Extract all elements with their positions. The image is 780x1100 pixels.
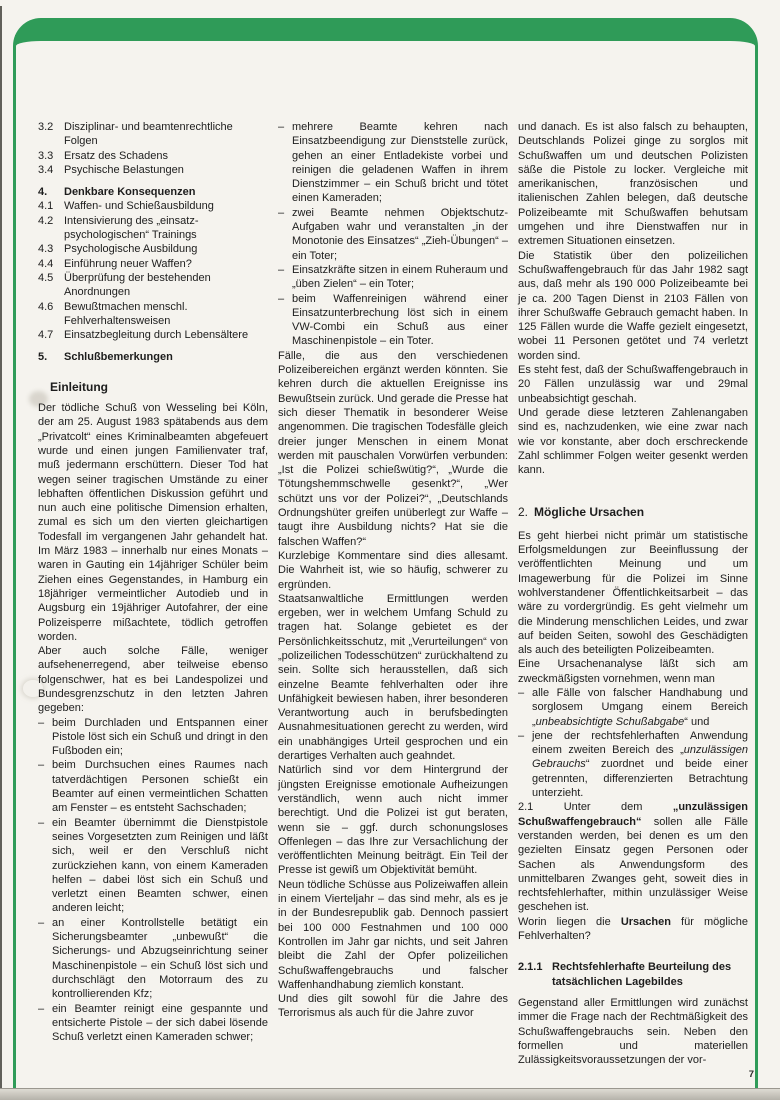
toc-label: Intensivierung des „einsatz-psychologischen“ Trainings	[64, 214, 199, 242]
dash-marker: –	[38, 716, 45, 729]
bullet-text	[532, 729, 748, 800]
toc-label: Psychologische Ausbildung	[64, 243, 198, 256]
scan-edge-line	[0, 6, 2, 1092]
paragraph: Natürlich sind vor dem Hintergrund der jüngsten Ereignisse emotionale Aufheizungen verständlich, wenn auch nicht immer berechtigt. Und die Polizei ist gut beraten, wenn sie – ggf. durch schonungsloses Offenlegen – das Ihre zur Versachlichung der veröffentlichten Meinung beiträgt. Ein Teil der Presse ist gewiß um Objektivität bemüht.	[278, 764, 508, 877]
paragraph: und danach. Es ist also falsch zu behaupten, Deutschlands Polizei ginge zu sorglos mit Schußwaffen um und deutschen Polizisten säße die Pistole zu locker. Vergleiche mit amerikanischen, französischen und italienischen Zahlen belegen, daß deutsche Polizeibeamte mit Schußwaffen behutsam umgehen und ihre Dienstwaffen nur in extremen Situationen einsetzen.	[518, 121, 748, 248]
toc-label: Psychische Belastungen	[64, 163, 184, 176]
bullet-item	[518, 686, 748, 729]
toc-number: 4.3	[38, 243, 54, 256]
toc-number: 4.5	[38, 271, 54, 284]
column-1	[38, 120, 268, 1082]
paragraph: Aber auch solche Fälle, weniger aufsehenerregend, aber teilweise ebenso folgenschwer, hat es bei Landespolizei und Bundesgrenzschutz in den letzten Jahren gegeben:	[38, 645, 268, 715]
toc-number: 4.7	[38, 329, 54, 342]
toc-item	[38, 185, 268, 199]
paragraph: Und dies gilt sowohl für die Jahre des Terrorismus als auch für die Jahre zuvor	[278, 993, 508, 1020]
toc-label: Ersatz des Schadens	[64, 149, 168, 162]
bullet-text: mehrere Beamte kehren nach Einsatzbeendigung zur Dienststelle zurück, gehen an einer Entladekiste vorbei und reinigen die geladenen Waffen in ihrem Dienstzimmer – ein Schuß bricht und tötet einen Kameraden;	[292, 121, 508, 205]
toc-label: Disziplinar- und beamtenrechtliche Folgen	[64, 121, 233, 148]
text-segment: sollen alle Fälle verstanden werden, bei denen es um den gezielten Einsatz gegen Personen oder Sachen als Anwendungsform des unmittelbaren Zwanges geht, soweit dies in rechtsfehlerhafter, mithin unzulässiger Weise geschehen ist.	[518, 815, 748, 914]
bullet-item	[278, 120, 508, 206]
toc-number: 3.3	[38, 149, 54, 162]
toc-item	[38, 120, 268, 149]
paragraph: Und gerade diese letzteren Zahlenangaben sind es, nachzudenken, wie eine zwar nach wie vor konstante, aber doch erschreckende Zahl schlimmer Folgen weiter gesenkt werden kann.	[518, 406, 748, 477]
toc-number: 4.6	[38, 300, 54, 313]
dash-marker: –	[38, 916, 45, 929]
toc-label: Denkbare Konsequenzen	[64, 186, 196, 199]
dash-marker: –	[38, 816, 45, 829]
dash-marker: –	[518, 729, 525, 742]
toc-number: 4.4	[38, 257, 54, 270]
toc-item	[38, 350, 268, 364]
bullet-text-segment: “ und	[684, 715, 710, 728]
text-segment: für mögliche Fehlverhalten?	[518, 915, 748, 943]
toc-label: Einsatzbegleitung durch Lebensältere	[64, 329, 249, 342]
toc-item	[38, 149, 268, 163]
bullet-item	[38, 1002, 268, 1045]
bullet-text: zwei Beamte nehmen Objektschutz-Aufgaben wahr und veranstalten „in der Monotonie des Einsatzes“ „Zieh-Übungen“ – ein Toter;	[292, 206, 508, 262]
bullet-text: ein Beamter übernimmt die Dienstpistole seines Vorgesetzten zum Reinigen und läßt sich, weil er den Verschluß nicht zurückziehen kann, von einem Kameraden helfen – dabei löst sich ein Schuß und verletzt einen Beamten schwer, einen anderen leicht;	[52, 816, 268, 915]
bullet-text-italic: unbeabsichtigte Schußabgabe	[535, 715, 685, 728]
paragraph: Es geht hierbei nicht primär um statistische Erfolgsmeldungen zur Beeinflussung der veröffentlichten Meinung und um Imagewerbung für die Polizei im Sinne wohlverstandener Öffentlichkeitsarbeit – das wäre zu vordergründig. Es geht vielmehr um die Minderung menschlichen Leides, und zwar auf beiden Seiten, sowohl des Geschädigten als auch des beteiligten Polizeibeamten.	[518, 529, 748, 657]
section-number: 2.1.1	[518, 961, 543, 974]
toc-number: 3.4	[38, 163, 54, 176]
dash-marker: –	[38, 1002, 45, 1015]
dash-marker: –	[278, 121, 285, 133]
text-segment: 2.1 Unter dem	[518, 801, 673, 814]
bullet-item	[38, 816, 268, 916]
bullet-text-italic: unzulässigen Gebrauchs	[532, 744, 748, 771]
bullet-text-segment: alle Fälle von falscher Handhabung und sorglosem Umgang einem Bereich „	[532, 686, 748, 728]
section-title: Mögliche Ursachen	[534, 505, 645, 520]
toc-label: Überprüfung der bestehenden Anordnungen	[64, 271, 211, 299]
toc-item	[38, 328, 268, 342]
toc-label: Schlußbemerkungen	[64, 351, 173, 364]
toc-item	[38, 271, 268, 300]
article-body	[38, 120, 748, 1082]
text-bold: „unzulässigen Schußwaffengebrauch“	[518, 801, 748, 828]
paragraph: Es steht fest, daß der Schußwaffengebrauch in 20 Fällen unzulässig war und 29mal unbeabsichtigt geschah.	[518, 364, 748, 405]
bullet-item	[278, 206, 508, 263]
scan-artifact-strip	[0, 1088, 780, 1100]
page-number: 7	[748, 1069, 754, 1080]
section-2-heading	[518, 505, 748, 519]
bullet-item	[518, 729, 748, 800]
paragraph: Eine Ursachenanalyse läßt sich am zweckmäßigsten vornehmen, wenn man	[518, 658, 748, 685]
column-2	[278, 120, 508, 1082]
bullet-text: an einer Kontrollstelle betätigt ein Sicherungsbeamter „unbewußt“ die Sicherungs- und Abzugseinrichtung seiner Maschinenpistole – ein Schuß löst sich und durchschlägt den Motorraum des zu kontrollierenden Kfz;	[52, 916, 268, 1001]
paragraph	[518, 915, 748, 944]
dash-marker: –	[278, 292, 285, 305]
dash-marker: –	[38, 759, 45, 772]
section-2-1-1-heading	[518, 960, 748, 989]
toc-number: 4.2	[38, 214, 54, 227]
section-title: Rechtsfehlerhafte Beurteilung des tatsächlichen Lagebildes	[552, 961, 732, 988]
bullet-text-segment: jene der rechtsfehlerhaften Anwendung einem zweiten Bereich des „	[532, 729, 748, 757]
bullet-item	[38, 916, 268, 1002]
bullet-item	[38, 716, 268, 759]
paragraph: Staatsanwaltliche Ermittlungen werden ergeben, wer in welchem Umfang Schuld zu tragen hat. Solange gebietet es der Persönlichkeitsschutz, mit „Verurteilungen“ von „polizeilichen Todesschützen“ zurückhaltend zu sein. Sollte sich herausstellen, daß sich einzelne Beamte fehlverhalten oder ihre Unfähigkeit bewiesen haben, ihrer besonderen Verantwortung auch in berufsbedingten Ausnahmesituationen gerecht zu werden, wird ein unabhängiges Urteil gesprochen und ein derartiges Verhalten auch geahndet.	[278, 592, 508, 763]
bullet-item	[278, 292, 508, 349]
dash-marker: –	[278, 263, 285, 276]
paragraph: Gegenstand aller Ermittlungen wird zunächst immer die Frage nach der Rechtmäßigkeit des Schußwaffengebrauchs sein. Neben den formellen und materiellen Zulässigkeitsvoraussetzungen der vor-	[518, 996, 748, 1067]
toc-label: Einführung neuer Waffen?	[64, 257, 192, 270]
toc-item	[38, 163, 268, 177]
toc-item	[38, 257, 268, 271]
section-number: 2.	[518, 505, 529, 520]
text-bold: Ursachen	[620, 915, 671, 928]
toc-item	[38, 300, 268, 329]
toc-number: 4.	[38, 186, 48, 199]
paragraph-2-1	[518, 800, 748, 914]
bullet-text: beim Waffenreinigen während einer Einsatzunterbrechung löst sich in einem VW-Combi ein Schuß aus einer Maschinenpistole – ein Toter.	[292, 292, 508, 348]
bullet-text-segment: “ zuordnet und beide einer getrennten, differenzierten Betrachtung unterzieht.	[532, 758, 748, 800]
bullet-item	[38, 758, 268, 815]
toc-item	[38, 199, 268, 213]
toc-number: 3.2	[38, 121, 54, 133]
paragraph: Neun tödliche Schüsse aus Polizeiwaffen allein in einem Vierteljahr – das sind mehr, als es je in der Bundesrepublik gab. Dennoch passiert bei 100 000 Festnahmen und 100 000 Kontrollen im Jahr gar nichts, und seit Jahren bleibt die Zahl der Opfer polizeilichen Schußwaffengebrauchs und falscher Waffenhandhabung ziemlich konstant.	[278, 878, 508, 991]
toc-label: Bewußtmachen menschl. Fehlverhaltensweisen	[64, 300, 188, 327]
bullet-item	[278, 263, 508, 292]
text-segment: Worin liegen die	[518, 915, 621, 928]
bullet-text: beim Durchladen und Entspannen einer Pistole löst sich ein Schuß und dringt in den Fußboden ein;	[52, 716, 268, 758]
dash-marker: –	[518, 686, 525, 699]
column-3	[518, 120, 748, 1082]
toc-label: Waffen- und Schießausbildung	[64, 200, 214, 213]
bullet-text: Einsatzkräfte sitzen in einem Ruheraum und „üben Zielen“ – ein Toter;	[292, 263, 508, 291]
toc-item	[38, 214, 268, 243]
bullet-text: beim Durchsuchen eines Raumes nach tatverdächtigen Personen schießt ein Beamter auf einen vermeintlichen Schatten am Fenster – es entsteht Sachschaden;	[52, 759, 268, 815]
paragraph: Fälle, die aus den verschiedenen Polizeibereichen ergänzt werden könnten. Sie kehren durch die aktuellen Ereignisse ins Bewußtsein zurück. Und gerade die Presse hat sich dieser Thematik in besonderer Weise angenommen. Die tragischen Todesfälle gleich dreier junger Menschen in einem Monat werden mit pauschalen Vorwürfen verbunden: „Ist die Polizei schießwütig?“, „Wurde die Tötungshemmschwelle gesenkt?“, „Wer schützt uns vor der Polizei?“, „Deutschlands Ordnungshüter greifen unüberlegt zur Waffe – taugt ihre Ausbildung nichts? Hat sie die falschen Waffen?“	[278, 349, 508, 548]
paragraph: Der tödliche Schuß von Wesseling bei Köln, der am 25. August 1983 spätabends aus dem „Privatcolt“ eines Kriminalbeamten abgefeuert wurde und einen jungen Familienvater traf, muß jedermann erschüttern. Dieser Tod hat wegen seiner tragischen Umstände zu einer lebhaften öffentlichen Diskussion geführt und nun auch eine politische Dimension erhalten, zumal es sich um den vierten gleichartigen Todesfall im vergangenen Jahr gehandelt hat. Im März 1983 – innerhalb nur eines Monats – waren in Gauting ein 14jähriger Schüler beim Ziehen eines Gegenstandes, in Hamburg ein 18jähriger vermeintlicher Autodieb und in Augsburg ein 19jähriger Autofahrer, der eine Polizeisperre mißachtete, tödlich getroffen worden.	[38, 402, 268, 643]
bullet-text	[532, 686, 748, 729]
paragraph: Kurzlebige Kommentare sind dies allesamt. Die Wahrheit ist, wie so häufig, schwerer zu ergründen.	[278, 549, 508, 591]
toc-number: 4.1	[38, 200, 54, 213]
toc-item	[38, 242, 268, 256]
bullet-text: ein Beamter reinigt eine gespannte und entsicherte Pistole – der sich dabei lösende Schuß verletzt einen Kameraden schwer;	[52, 1002, 268, 1044]
toc-number: 5.	[38, 351, 48, 364]
dash-marker: –	[278, 206, 285, 219]
intro-heading: Einleitung	[50, 379, 108, 394]
paragraph: Die Statistik über den polizeilichen Schußwaffengebrauch für das Jahr 1982 sagt aus, daß mehr als 190 000 Polizeibeamte bei je ca. 200 Tagen Dienst in 2103 Fällen von ihrer Schußwaffe Gebrauch gemacht haben. In 125 Fällen wurde die Waffe gezielt eingesetzt, wobei 11 Personen getötet und 74 verletzt worden sind.	[518, 249, 748, 362]
